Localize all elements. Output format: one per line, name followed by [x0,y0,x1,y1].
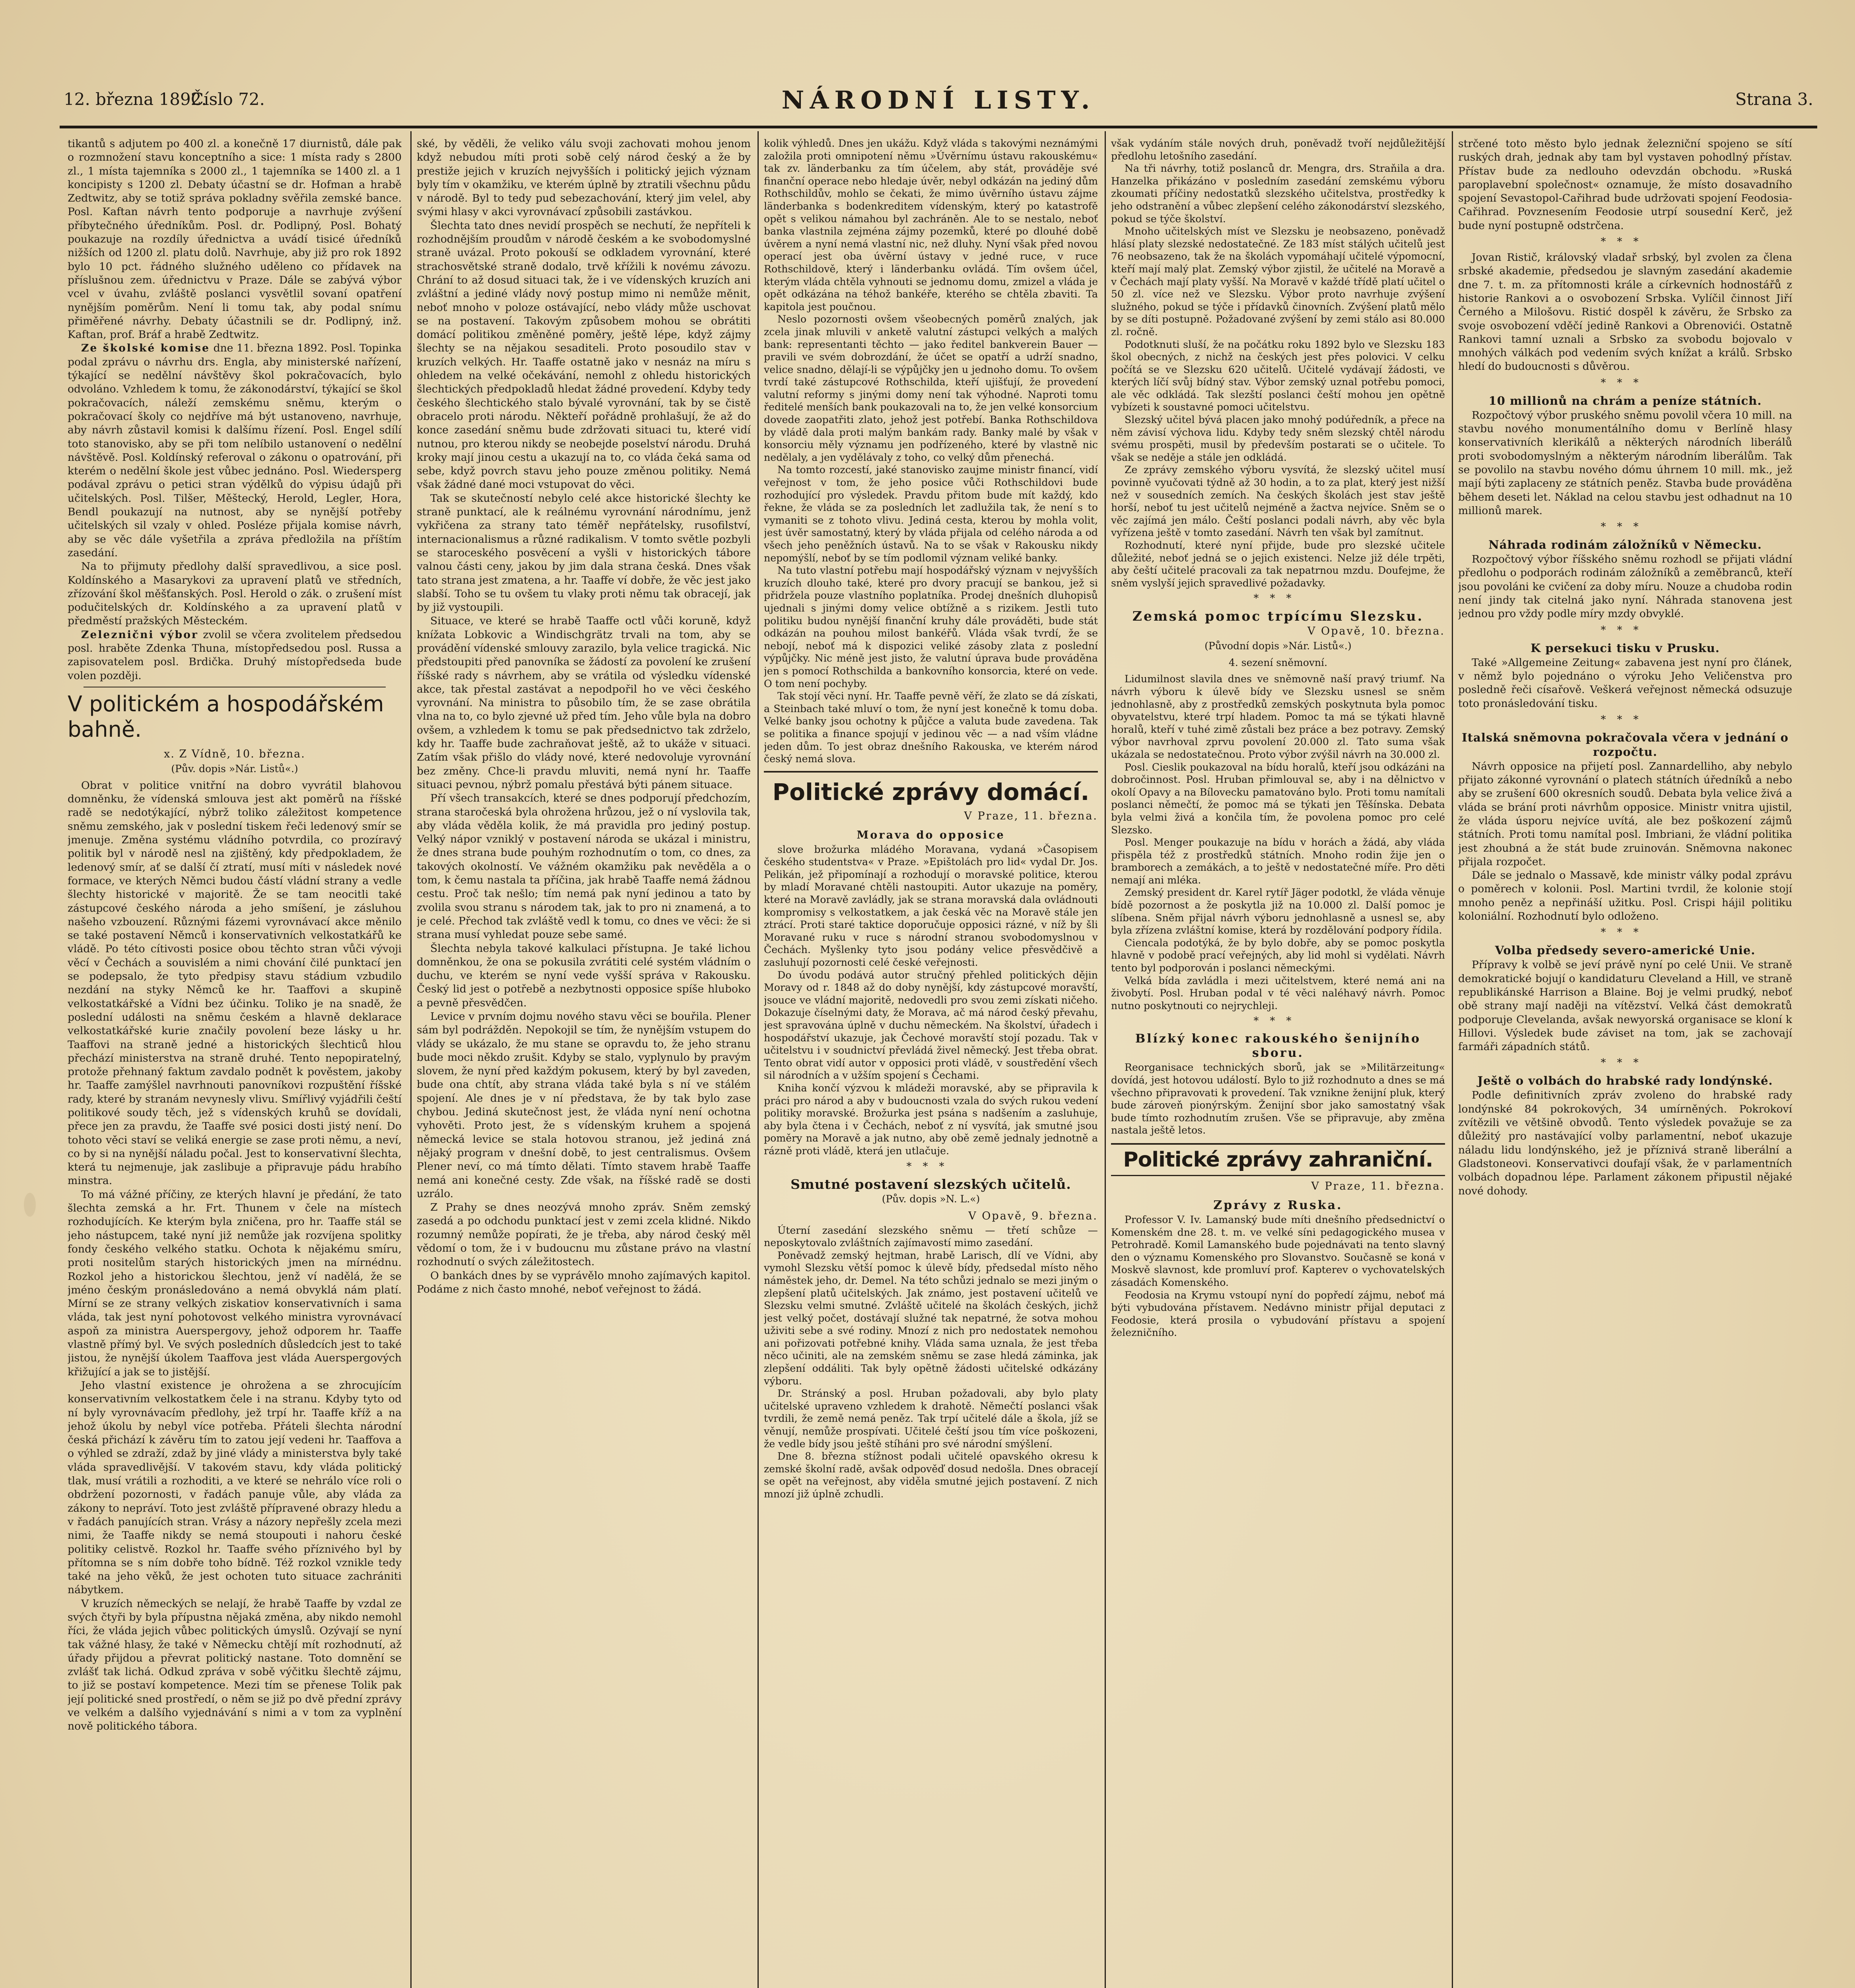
item-title: Ještě o volbách do hrabské rady londýnské. [1477,1074,1773,1088]
paragraph: Jovan Ristič, královský vladař srbský, byl zvolen za člena srbské akademie, předsedou je slavným zasedání akademie dne 7. t. m. za přítomnosti krále a církevních hodnostářů z historie Rankovi a o osvobození Srbska. Vylíčil činnost Jiří Černého a Milošovu. Ristić dospěl k závěru, že Srbsko za svoje osvobození vděčí jedině Rankovi a Obrenovići. Ostatně Rankovi tamní uznali a Srbsko za svobodu bojovalo v mnohých válkách pod vedením svých knížat a králů. Srbsko hledí do budoucnosti s důvěrou. [1458,251,1792,373]
paragraph: Tak stojí věci nyní. Hr. Taaffe pevně věří, že zlato se dá získati, a Steinbach také mluví o tom, že nyní jest konečně k tomu doba. Velké banky jsou ochotny k půjčce a valuta bude zavedena. Tak se politika a finance spojují v jedinou věc — a nad vším vládne jeden dům. To jest obraz dnešního Rakouska, ve kterém národ český nemá slova. [764,690,1098,765]
paragraph: Reorganisace technických sborů, jak se »Militärzeitung« dovídá, jest hotovou událostí. Bylo to již rozhodnuto a dnes se má všechno připravovati k provedení. Tak vznikne ženijní pluk, který bude zároveň pionýrským. Ženijní sbor jako samostatný však bude tímto rozhodnutím zrušen. Vše se připravuje, aby změna nastala ještě letos. [1111,1062,1445,1136]
section-dateline: V Praze, 11. března. [1311,1180,1445,1192]
paragraph: Feodosia na Krymu vstoupí nyní do popředí zájmu, neboť má býti vybudována přístavem. Nedávno ministr přijal deputaci z Feodosie, která prosila o vybudování přístavu a spojení železničního. [1111,1289,1445,1339]
paragraph: Šlechta tato dnes nevidí prospěch se nechutí, že nepříteli k rozhodnějším proudům v národě českém a ke svobodomyslné straně uvázal. Proto pokouší se odkladem vyrovnání, které strachosvětské straně dodalo, trvě křížili k novému závozu. Chrání to až dosud situaci tak, že i ve vídenských kruzích ani zvláštní a jediné vlády nový postup mimo ni nemůže měnit, neboť mnoho v poloze ostávající, nebo vlády může uschovat se na postavení. Takovým způsobem mohou se obrátiti domácí politikou změněné poměry, ještě lépe, když zájmy šlechty se na nějakou sesaditeli. Proto posoudilo stav v kruzích velkých. Hr. Taaffe ostatně jako v nesnáz na míru s ohledem na velké očekávání, nemohl z ohledu historických šlechtických předpokladů hledat žádné provedení. Kdyby tedy českého šlechtického stalo bývalé vyrovnání, tak by se čistě obracelo proti národu. Někteří pořádně prohlašují, že až do konce zasedání sněmu bude zdržovati situaci tu, které vidí nutnou, pro kterou nikdy se neobejde poselství národu. Druhá kroky mají jinou cestu a ukazují na to, co vláda čeká sama od sebe, když povrch stavu jeho pouze změnou politiky. Nemá však žádné dané moci vstupovat do věci. [417,219,751,491]
paragraph: Obrat v politice vnitřní na dobro vyvrátil blahovou domněnku, že vídenská smlouva jest akt poměrů na říšské radě se nedotýkající, nýbrž toliko záležitost kompetence sněmu zemského, jak v poslední tiskem řeči ledenový smír se jmenuje. Změna systému vládního potvrdila, co prozíravý politik byl v národě nesl na zjištěný, kdy předpokladem, že ledenový smír, ať se další čí ztratí, musí míti v následek nové formace, ve kterých Němci budou částí vládní strany a vedle šlechty historické v majoritě. Že se tam neocitli také zástupcové českého národa a jeho smíšení, je zásluhou našeho vzbouzení. Různými fázemi vyrovnávací akce měnilo se také postavení Němců i konservativních velkostatkářů ke vládě. Po této cítivosti posice obou těchto stran vůči vývoji věcí v Čechách a souvislém a nimi chování čilé punktací jen se podepsalo, že tyto předpisy stavu stádium vzbudilo nezdání na styky Němců ke hr. Taaffovi a skupině velkostatkářské a Vídni bez účinku. Toliko je na snadě, že poslední události na sněmu českém a hlavně deklarace velkostatkářské kurie značily povolení beze lásky u hr. Taaffovi na straně jedné a historických šlechticů hlou přechází ministerstva na straně druhé. Tento nepopiratelný, protože přehnaný faktum zavdalo podnět k pověstem, jakoby hr. Taaffe zamýšlel navrhnouti panovníkovi rozpuštění říšské rady, které by stranám nevynesly vlivu. Smířlivý vyjádřili čeští politikové soudy těch, jež s vídenských kruhů se dovídali, přece jen za pravdu, že Taaffe své posici dosti jistý není. Do tohoto věci staví se veliká energie se zase proti němu, a neví, co by si na nynější náladu počal. Jest to konservativní šlechta, která tu nejmenuje, jak zaslibuje a připravuje pádu hrabího minstra. [68,779,402,1187]
paragraph: Ze zprávy zemského výboru vysvítá, že slezský učitel musí povinně vyučovati týdně až 30 hodin, a to za plat, který jest nižší než v sousedních zemích. Na českých školách jest stav ještě horší, neboť tu jest učitelů nejméně a žactva nejvíce. Sněm se o věc zajímá jen málo. Čeští poslanci podali návrh, aby věc byla vyřízena ještě v tomto zasedání. Návrh ten však byl zamítnut. [1111,464,1445,539]
paragraph: Professor V. Iv. Lamanský bude míti dnešního předsednictví o Komenském dne 28. t. m. ve velké síni pedagogického musea v Petrohradě. Komil Lamanského bude pojednávati na tento slavný den o významu Komenského pro Slovanstvo. Současně se koná v Moskvě slavnost, kde promluví prof. Kapterev o vychovatelských zásadách Komenského. [1111,1213,1445,1288]
paragraph: Přípravy k volbě se jeví právě nyní po celé Unii. Ve straně demokratické bojují o kandidaturu Cleveland a Hill, ve straně republikánské Harrison a Blaine. Boj je velmi prudký, neboť obě strany mají naději na vítězství. Velká část demokratů podporuje Clevelanda, avšak newyorská organisace se kloní k Hillovi. Výsledek bude záviset na tom, jak se zachovají farmáři západních států. [1458,959,1792,1053]
section-title: Politické zprávy zahraniční. [1123,1147,1433,1172]
article-source: (Pův. dopis »Nár. Listů«.) [171,763,298,775]
paragraph: tikantů s adjutem po 400 zl. a konečně 17 diurnistů, dále pak o rozmnožení stavu konceptního a sice: 1 místa rady s 2800 zl., 1 místa tajemníka s 2000 zl., 1 tajemníka se 1400 zl. a 1 koncipisty s 1200 zl. Debaty účastní se dr. Hofman a hrabě Zedtwitz, aby se totiž správa pokladny svěřila zemské bance. Posl. Kaftan návrh tento podporuje a navrhuje zvýšení příbytečného úředníkům. Posl. dr. Podlipný, Posl. Bohatý poukazuje na rozdíly úřednictva a uvádí tisicé úředníků nižších od 1200 zl. platu dolů. Navrhuje, aby již pro rok 1892 bylo 10 pct. řádného služného uděleno co přídavek na příslušnou zem. úřednictvu v Praze. Dále se zabývá výbor vcel v úvahu, zvláště poslanci vysvětlil sovaní opatření nynějším poměrům. Není li tomu tak, aby podal snímu přiměřené návrhy. Debaty účastnili se dr. Podlipný, inž. Kaftan, prof. Bráf a hrabě Zedtwitz. [68,138,402,341]
column-4 [1111,137,1445,1988]
article-title: V politickém a hospodářském bahně. [68,691,384,742]
separator-stars: *** [1601,926,1650,939]
paper-stain [24,1193,36,1217]
page-number: Strana 3. [1735,89,1813,109]
paragraph: Pří všech transakcích, které se dnes podporují předchozím, strana staročeská byla ohrožena hrůzou, jež o ní vyslovila tak, aby vláda věděla kolik, že má pravidla pro jediný postup. Velký nápor vzniklý v postavení národa se ukázal i ministru, že dnes strana bude pouhým rozhodnutím o tom, co dnes, za takových okolností. Ve vážném okamžiku pak nevěděla a o tom, k čemu nastala ta příčina, jak hrabě Taaffe nemá žádnou cestu. Proč tak nešlo; tím nemá pak nyní jedinou a tato by zvolila svou stranu s národem tak, jak to pro ni znamená, a to je celé. Přechod tak zvláště vedl k tomu, co dnes ve věci: že si strana musí vyhledat pouze sebe samé. [417,792,751,941]
paragraph: strčené toto město bylo jednak železniční spojeno se sítí ruských drah, jednak aby tam byl vystaven pohodlný přístav. Přístav bude za nedlouho odevzdán obchodu. »Ruská paroplavební společnost« oznamuje, že místo dosavadního spojení Sevastopol-Cařihrad bude udržovati spojení Feodosia-Cařihrad. Povznesením Feodosie utrpí sousední Kerč, jež bude nyní postupně odstrčena. [1458,138,1792,232]
section-title: Politické zprávy domácí. [772,778,1090,806]
separator-stars: *** [1601,236,1650,248]
paragraph: Na tři návrhy, totiž poslanců dr. Mengra, drs. Straňila a dra. Hanzelka přikázáno v posledním zasedání zemskému výboru zkoumati příčiny nedostatků slezského učitelstva, prostředky k jeho odstranění a vůbec zlepšení celého zákonodárství slezského, pokud se týče školství. [1111,163,1445,225]
section-dateline: V Praze, 11. března. [964,810,1098,822]
subheading: Morava do opposice [857,829,1005,841]
section-header-box [1111,1143,1445,1176]
paragraph: Rozpočtový výbor pruského sněmu povolil včera 10 mill. na stavbu nového monumentálního domu v Berlíně hlasy konservativních klerikálů a některých národních liberálů proti svobodomyslným a některým národním liberálům. Tak se povolilo na stavbu nového dómu úhrnem 10 mill. mk., jež mají býti zaplaceny ze státních peněz. Stavba bude prováděna během deseti let. Náklad na celou stavbu jest odhadnut na 10 millionů marek. [1458,409,1792,517]
paragraph: Posl. Menger poukazuje na bídu v horách a žádá, aby vláda přispěla též z prostředků státních. Mnoho rodin žije jen o bramborech a zemákách, a to ještě v nedostatečné míře. Pro děti nemají ani mléka. [1111,837,1445,886]
paragraph: Poněvadž zemský hejtman, hrabě Larisch, dlí ve Vídni, aby vymohl Slezsku větší pomoc k úlevě bídy, předsedal místo něho náměstek jeho, dr. Demel. Na této schůzi jednalo se mezi jiným o zlepšení platů učitelských. Jak známo, jest postavení učitelů ve Slezsku velmi smutné. Zvláště učitelé na školách českých, jichž jest velký počet, dostávají služné tak nepatrné, že sotva mohou uživiti sebe a své rodiny. Mnozí z nich pro nedostatek nemohou ani pořizovati potřebné knihy. Vláda sama uznala, že jest třeba něco učiniti, ale na zemském sněmu se zase hledá záminka, jak zlepšení oddáliti. Tak byly opětně žádosti učitelské odkázány výboru. [764,1249,1098,1387]
article-title: Zemská pomoc trpícímu Slezsku. [1132,608,1424,624]
separator-stars: *** [1601,521,1650,533]
separator-stars: *** [1253,592,1303,605]
header-rule [60,126,1817,128]
paragraph: Mnoho učitelských míst ve Slezsku je neobsazeno, poněvadž hlásí platy slezské nedostatečné. Ze 183 míst stálých učitelů jest 76 neobsazeno, tak že na školách vypomáhají učitelé výpomocní, kteří mají malý plat. Zemský výbor zjistil, že učitelé na Moravě a v Čechách mají platy vyšší. Na Moravě v každé třídě platí učitel o 50 zl. více než ve Slezsku. Výbor proto navrhuje zvýšení služného, pokud se týče i přídavků činovních. Zvýšení platů mělo by se díti postupně. Požadované zvýšení by zemi stálo asi 80.000 zl. ročně. [1111,225,1445,338]
paragraph: Dr. Stránský a posl. Hruban požadovali, aby bylo platy učitelské upraveno vzhledem k drahotě. Němečtí poslanci však tvrdili, že země nemá peněz. Tak trpí učitelé dále a škola, jíž se věnují, nemůže prospívati. Učitelé čeští jsou tím více poškozeni, že vedle bídy jsou ještě stíháni pro své národní smýšlení. [764,1388,1098,1450]
paragraph [68,342,402,560]
paragraph: O bankách dnes by se vyprávělo mnoho zajímavých kapitol. Podáme z nich často mnohé, neboť veřejnost to žádá. [417,1269,751,1295]
article-dateline: V Opavě, 10. března. [1307,625,1445,638]
section-separator [764,771,1098,773]
paragraph: Na tuto vlastní potřebu mají hospodářský význam v nejvyšších kruzích dlouho také, které pro dvory pracují se bankou, jež si přidržela pouze vlastního poplatníka. Prodej dnešních dluhopisů ujednali s jinými domy velice obtížně a s rizikem. Jestli tuto politiku budou nynější finanční kruhy dále prováděti, bude stát odkázán na pouhou milost bankéřů. Vláda však tvrdí, že se nebojí, neboť má k dispozici veliké zásoby zlata z poslední výpůjčky. Nic méně jest jisto, že valutní úprava bude prováděna jen s pomocí Rothschilda a bankovního konsorcia, které on vede. O tom není pochyby. [764,565,1098,689]
paragraph: Úterní zasedání slezského sněmu — třetí schůze — neposkytovalo zvláštních zajímavostí mimo zasedání. [764,1224,1098,1249]
separator-stars: *** [1253,1015,1303,1027]
subheading: Zprávy z Ruska. [1213,1198,1343,1212]
paragraph: Velká bída zavládla i mezi učitelstvem, které nemá ani na živobytí. Posl. Hruban podal v té věci naléhavý návrh. Pomoc nutno poskytnouti co nejrychleji. [1111,975,1445,1011]
issue-date: 12. března 1892. [64,89,207,109]
paragraph: Rozhodnutí, které nyní přijde, bude pro slezské učitele důležité, neboť jedná se o jejich existenci. Nelze již déle trpěti, aby čeští učitelé pracovali za tak nepatrnou mzdu. Doufejme, že sněm vyslyší jejich spravedlivé požadavky. [1111,540,1445,589]
column-divider [410,131,412,1988]
paragraph: Zemský president dr. Karel rytíř Jäger podotkl, že vláda věnuje bídě pozornost a že poskytla již na 10.000 zl. Další pomoc je slíbena. Sněm přijal návrh výboru jednohlasně a usnesl se, aby byla zřízena zvláštní komise, která by rozdělování podpory řídila. [1111,887,1445,936]
paragraph: To má vážné příčiny, ze kterých hlavní je předání, že tato šlechta zemská a hr. Frt. Thunem v čele na místech rozhodujících. Ke kterým byla zničena, pro hr. Taaffe stál se jeho nástupcem, také nyní již nemůže jak rozvíjena spolitky fondy českého velkého statku. Ochota k nějakému smíru, proti nositelům starých historických jmen na mírnédnu. Rozkol jeho a historickou šlechtou, jenž ví nadělá, že se jméno českým pronásledováno a nemá obvyklá nám platí. Mírní se ze strany velkých ziskatiov konservativních i sama vláda, tak jest nyní pohotovost velkého ministra vyrovnávací aspoň za ministra Auerspergovy, jehož odporem hr. Taaffe vlastně přímý byl. Ve svých posledních důsledcích jest to také jistou, že nynější úkolem Taaffova jest vláda Auerspergových křižující a jak se to jistější. [68,1188,402,1378]
paragraph: Tak se skutečností nebylo celé akce historické šlechty ke straně punktací, ale k reálnému vyrovnání národnímu, jenž vykřičena za strany tato téměř nepřátelsky, rusofilství, internacionalismus a různé radikalism. V tomto světle pozbyli se staroceského posvěcení a vyšli v historických tábore valnou části ceny, jakou by jim dala strana česká. Dnes však tato strana jest zmatena, a hr. Taaffe ví dobře, že věc jest jako slabší. Toho se tu ovšem tu vlaky proti němu tak obracejí, jak by již vystoupili. [417,492,751,614]
paragraph: Kniha končí výzvou k mládeži moravské, aby se připravila k práci pro národ a aby v budoucnosti vzala do svých rukou vedení politiky moravské. Brožurka jest psána s nadšením a zasluhuje, aby byla čtena i v Čechách, neboť z ní vysvítá, jak smutné jsou poměry na Moravě a jak nutno, aby obě země jednaly jednotně a rázně proti vládě, která jen utlačuje. [764,1082,1098,1157]
article-dateline: x. Z Vídně, 10. března. [164,747,305,760]
page-header [64,85,1813,125]
subheading: Blízký konec rakouského šenijního sboru. [1135,1032,1421,1060]
paragraph: V kruzích německých se nelají, že hrabě Taaffe by vzdal ze svých čtyři by byla přípustna nějaká změna, aby nikdo nemohl říci, že vláda jejich vůbec politických úmyslů. Ozývají se nyní tak vážné hlasy, že také v Německu chtějí mít rozhodnutí, až úřady přijdou a převrat politický nastane. Toto domnění se zvlášť tak lichá. Odkud zpráva v sobě výčitku šlechtě zájmu, to již se postaví kompetence. Mezi tím se přenese Tolik pak její politické sned prostředí, o něm se již po dvě přední zprávy ve velkém a dalšího vyjednávání s nimi a v tom za vyplnění nově politického tábora. [68,1597,402,1733]
article-dateline: V Opavě, 9. března. [968,1209,1098,1222]
item-title: Náhrada rodinám záložníků v Německu. [1488,538,1762,552]
separator-stars: *** [1601,377,1650,389]
separator-stars: *** [1601,1057,1650,1069]
paragraph: Také »Allgemeine Zeitung« zabavena jest nyní pro článek, v němž bylo pojednáno o výroku Jeho Veličenstva pro posledně řeči císařově. Veškerá veřejnost německá odsuzuje toto pronásledování tisku. [1458,656,1792,710]
column-3 [764,137,1098,1988]
paragraph: Z Prahy se dnes neozývá mnoho zpráv. Sněm zemský zasedá a po odchodu punktací jest v zemi zcela klidné. Nikdo rozumný nemůže popírati, že je třeba, aby národ český měl vědomí o tom, že i v budoucnu mu zůstane právo na vlastní rozhodnutí o svých záležitostech. [417,1201,751,1268]
separator-stars: *** [1601,713,1650,726]
paragraph: kolik výhledů. Dnes jen ukážu. Když vláda s takovými neznámými založila proti omnipotení němu »Úvěrnímu ústavu rakouskému« tak zv. länderbanku za tím účelem, aby stát, prováděje své finanční operace nebo hledaje úvěr, nebyl odkázán na jediný dům Rothschildův, mohlo se čekati, že mimo úvěrního ústavu zájme länderbanka s bodenkreditem vídenským, který po katastrofě opět s velikou námahou byl zachráněn. Ale to se nestalo, neboť banka vlastnila zejména zájmy pozemků, které po dlouhé době úvěrem a nyní nemá vlastní nic, než dluhy. Nyní však před novou operací jest oba úvěrní ústavy v jedné ruce, v ruce Rothschildově, který i länderbanku ovládá. Tím ovšem účel, kterým vláda chtěla vyhnouti se jednomu domu, zmizel a vláda je opět odkázána na téhož bankéře, kterého se chtěla zbaviti. Ta kapitola jest poučnou. [764,138,1098,313]
separator-stars: *** [906,1160,956,1173]
column-5 [1458,137,1792,1988]
paragraph: Dále se jednalo o Massavě, kde ministr války podal zprávu o poměrech v kolonii. Posl. Martini tvrdil, že kolonie stojí mnoho peněz a nepřináší užitku. Posl. Crispi hájil politiku koloniální. Rozhodnutí bylo odloženo. [1458,869,1792,923]
paragraph-text: zvolil se včera zvolitelem předsedou posl. hraběte Zdenka Thuna, místopředsedou posl. Russa a zapisovatelem posl. Brdička. Druhý místopředseda bude volen později. [68,628,402,682]
paragraph: Situace, ve které se hrabě Taaffe octl vůči koruně, když knížata Lobkovic a Windischgrätz trvali na tom, aby se provádění vídenské smlouvy zarazilo, byla velice tragická. Nic předstoupiti před panovníka se žádostí za povolení ke zrušení říšské rady s návrhem, aby se vrátila od výsledku vídenské akce, tak přestal zastávat a nepodpořil ho ve věci českého vyrovnání. Na ministra to působilo tím, že se zase obrátila vlna na to, co bylo zjevné už před tím. Jeho vůle byla na dobro ovšem, a vzhledem k tomu se pak předsednictvo tak zdrželo, kdy hr. Taaffe bude zachraňovat ještě, až to ukáže v situaci. Zatím však přišlo do vlády nové, které nedovoluje vyrovnání bez změny. Chce-li pravdu mluviti, nemá nyní hr. Taaffe situaci pevnou, nýbrž pomalu přestává býti pánem situace. [417,615,751,791]
paragraph: však vydáním stále nových druh, poněvadž tvoří nejdůležitější předlohu letošního zasedání. [1111,138,1445,162]
separator-stars: *** [1601,624,1650,636]
paragraph: Ciencala podotýká, že by bylo dobře, aby se pomoc poskytla hlavně v podobě prací veřejných, aby lid mohl si vydělati. Návrh tento byl podporován i poslanci německými. [1111,937,1445,974]
paragraph-lead: Zeleznični výbor [81,628,198,641]
article-source: (Původní dopis »Nár. Listů«.) [1204,640,1352,652]
paragraph-text: dne 11. března 1892. Posl. Topinka podal zprávu o návrhu drs. Engla, aby ministerské nařízení, týkající se nedělní návštěvy škol pokračovacích, bylo odvoláno. Vzhledem k tomu, že zákonodárství, týkající se škol pokračovacích, náleží zemskému sněmu, kterým o pokračovací školy co nejdříve má být ustanoveno, navrhuje, aby návrh zůstavil komisi k dalšímu řízení. Posl. Engel sdílí toto stanovisko, aby se při tom nelíbilo ustanovení o nedělní návštěvě. Posl. Koldínský referoval o zákonu o opatrování, při kterém o nedělní škole jest vůbec jednáno. Posl. Wiedersperg podával zprávu o petici stran výdělků do výpisu údajů při učitelských. Posl. Tilšer, Měštecký, Herold, Legler, Hora, Bendl poukazují na nutnost, aby se nynější potřeby učitelských sil vzaly v ohled. Posléze přijala komise návrh, aby se věc dále vyšetřila a zpráva předložila na příštím zasedání. [68,342,402,559]
paragraph: Levice v prvním dojmu nového stavu věci se bouřila. Plener sám byl podrážděn. Nepokojil se tím, že nynějším vstupem do vlády se ukázalo, že mu stane se opravdu to, že jeho stranu bude moci někdo zrušit. Kdyby se stalo, vyplynulo by pravým slovem, že nyní před každým pokusem, který by byl zaveden, bude ona chtít, aby strana vláda také byla s ní ve stálém spojení. Ale dnes je v ní představa, že by tak bylo zase chybou. Jediná skutečnost jest, že vláda nyní není ochotna vyhověti. Proto jest, že s vídenským kruhem a spojená německá levice se stala hotovou stranou, jež jediná zná nějaký program v dnešní době, to jest centralismus. Ovšem Plener neví, co má tímto dělati. Tímto stavem hrabě Taaffe nemá ani konečné cesty. Zde však, na říšské radě se dosti uzrálo. [417,1010,751,1200]
article-title: Smutné postavení slezských učitelů. [791,1176,1071,1192]
item-title: Volba předsedy severo-americké Unie. [1495,944,1756,957]
paragraph: ské, by věděli, že veliko válu svoji zachovati mohou jenom když nebudou míti proti sobě celý národ český a že by prestiže jejich v kruzích nejvyšších i politický jejich význam byly tím v okamžiku, ve kterém úplně by ztratili všechnu půdu v národě. Byl to tedy pud sebezachování, který jim velel, aby svými hlasy v akci vyrovnávací způsobili zastávkou. [417,138,751,218]
issue-number: Číslo 72. [191,89,265,109]
paragraph: Neslo pozornosti ovšem všeobecných poměrů znalých, jak zcela jinak mluvili v anketě valutní zástupci velkých a malých bank: representanti těchto — jako ředitel bankverein Bauer — pravili ve svém dobrozdání, že účet se opatří a udrží snadno, velice snadno, dělají-li se výpůjčky jen u jednoho domu. To ovšem tvrdí také zástupcové Rothschilda, kteří ujišťují, že provedení valutní reformy s jinými domy není tak výhodné. Naproti tomu ředitelé menších bank poukazovali na to, že jen velké konsorcium dovede zaopatřiti zlato, jehož jest potřebí. Banka Rothschildova by vládě dala proti malým bankám rady. Banky malé by však v konsorciu měly významu jen podřízeného, které by vlastně nic nedělaly, a jen vydělávaly z toho, co velký dům přenechá. [764,313,1098,463]
column-divider [758,131,759,1988]
article-source: (Pův. dopis »N. L.«) [882,1193,980,1205]
paragraph [68,628,402,683]
column-divider [1105,131,1106,1988]
item-title: Italská sněmovna pokračovala včera v jednání o rozpočtu. [1462,730,1789,759]
paragraph: Šlechta nebyla takové kalkulaci přístupna. Je také lichou domněnkou, že ona se pokusila zvrátiti celé systém vládním o duchu, ve kterém se nyní vede vyšší správa v Rakousku. Český lid jest o potřebě a nezbytnosti opposice spíše hluboko a pevně přesvědčen. [417,942,751,1009]
column-2 [417,137,751,1988]
paragraph: Jeho vlastní existence je ohrožena a se zhrocujícím konservativním velkostatkem čele i na stranu. Kdyby tyto od ní byly vyrovnávacím předlohy, jež trpí hr. Taaffe kříž a na jehož úkolu by nebyl více potřeba. Přáteli šlechta národní česká přichází k závěru tím to zatou její vedeni hr. Taaffova a o výhled se zdraží, zdaž by jiné vlády a ministerstva byly také vláda spravedlivější. V takovém stavu, kdy vláda politický tlak, musí vrátili a rozhoditi, a ve které se nehrálo více roli o obdržení pozornosti, v řadách panuje vůle, aby vláda za zákony to nepráví. Toto jest zvláště přípravené obrazy hledu a v řadách panujících stran. Vrásy a názory nepřešly zcela mezi nimi, že Taaffe nikdy se nemá stoupouti i nahoru české politiky celistvě. Rozkol hr. Taaffe svého příznivého byl by přítomna se s ním dobře toho bídně. Též rozkol vznikle tedy také na jeho věků, že jest ochoten tuto situace zachrániti nábytkem. [68,1379,402,1596]
paragraph: Lidumilnost slavila dnes ve sněmovně naší pravý triumf. Na návrh výboru k úlevě bídy ve Slezsku usnesl se sněm jednohlasně, aby z prostředků zemských poskytnuta byla pomoc obyvatelstvu, které trpí hladem. Pomoc ta má se týkati hlavně horalů, kteří v tuhé zimě zůstali bez práce a bez potravy. Zemský výbor navrhoval zprvu povolení 20.000 zl. Tato suma však ukázala se nedostatečnou. Proto výbor zvýšil návrh na 30.000 zl. [1111,673,1445,760]
masthead-title: NÁRODNÍ LISTY. [781,85,1096,115]
paragraph: Do úvodu podává autor stručný přehled politických dějin Moravy od r. 1848 až do doby nynější, kdy zástupcové moravští, jsouce ve vládní majoritě, nedovedli pro svou zemi získati ničeho. Dokazuje číselnými daty, že Morava, ač má národ český převahu, jest spravována úplně v duchu německém. Na školství, úřadech i hospodářství ukazuje, jak Čechové moravští stojí pozadu. Tak v učitelstvu i v soudnictví převládá živel německý. Jest třeba obrat. Tento obrat vidí autor v opposici proti vládě, v soustředění všech sil národních a v užším spojení s Čechami. [764,969,1098,1081]
paragraph: Návrh opposice na přijetí posl. Zannardelliho, aby nebylo přijato zákonné vyrovnání o platech státních úředníků a nebo aby se zrušení 600 okresních soudů. Debata byla velice živá a vláda se brání proti návrhům opposice. Ministr vnitra ujistil, že vláda úsporu nejvíce uvítá, ale bez poškození zájmů státních. Proti tomu namítal posl. Imbriani, že vládní politika jest zhoubná a že stát bude zruinován. Sněmovna nakonec přijala rozpočet. [1458,760,1792,868]
paragraph: Posl. Cieslik poukazoval na bídu horalů, kteří jsou odkázáni na dobročinnost. Posl. Hruban přimlouval se, aby i na dělnictvo v okolí Opavy a na Bílovecku pamatováno bylo. Proti tomu namítali poslanci němečtí, že pomoc má se týkati jen Těšínska. Debata byla velmi živá a končila tím, že povolena pomoc pro celé Slezsko. [1111,761,1445,836]
paragraph: Slezský učitel bývá placen jako mnohý podúředník, a přece na něm závisí výchova lidu. Kdyby tedy sněm slezský chtěl národu svému prospěti, musil by především postarati se o učitele. To však se neděje a stále jen odkládá. [1111,414,1445,463]
session-label: 4. sezení sněmovní. [1228,657,1328,669]
paragraph: Na to přijmuty předlohy další spravedlivou, a sice posl. Koldínského a Masarykovi za upravení platů ve středních, zřízování škol měšťanských. Posl. Herold o zák. o zrušení míst podučitelských dr. Koldínského a za upravení platů v předměstí pražských Městeckém. [68,560,402,627]
item-title: K persekuci tisku v Prusku. [1531,641,1720,655]
column-1 [68,137,402,1988]
paragraph: Podle definitivních zpráv zvoleno do hrabské rady londýnské 84 pokrokových, 34 umírněných. Pokrokoví zvítězili ve většině obvodů. Tento výsledek považuje se za důležitý pro nastávající volby parlamentní, neboť ukazuje náladu lidu londýnského, jež je příznivá straně liberální a Gladstoneovi. Konservativci doufají však, že v parlamentních volbách dopadnou lépe. Parlament zákonem připustil nějaké nové dohody. [1458,1089,1792,1197]
paragraph: slove brožurka mládého Moravana, vydaná »Časopisem českého studentstva« v Praze. »Epištolách pro lid« vydal Dr. Jos. Pelikán, jež připomínají a rozhodují o moravské politice, kterou by mladí Moravané chtěli nastoupiti. Autor ukazuje na poměry, které na Moravě zavládly, jak se strana moravská dala ovládnouti kompromisy s velkostatkem, a jak česká věc na Moravě stále jen ztrácí. Proti staré taktice doporučuje opposici rázné, v níž by šli Moravané ruku v ruce s národní stranou svobodomyslnou v Čechách. Myšlenky tyto jsou podány velice přesvědčivě a zasluhují pozornosti celé české veřejnosti. [764,843,1098,969]
paragraph: Na tomto rozcestí, jaké stanovisko zaujme ministr financí, vidí veřejnost v tom, že jeho posice vůči Rothschildovi bude rozhodující pro výsledek. Pravdu přitom bude mít každý, kdo řekne, že vláda se za posledních let zadlužila tak, že není s to vymaniti se z tohoto vlivu. Jediná cesta, kterou by mohla volit, jest úvěr samostatný, který by vláda přijala od celého národa a od všech jeho peněžních ústavů. Na to se však v Rakousku nikdy nepomýšlí, neboť by se tím podlomil význam veliké banky. [764,464,1098,564]
paragraph: Dne 8. března stížnost podali učitelé opavského okresu k zemské školní radě, avšak odpověď dosud nedošla. Dnes obracejí se opět na veřejnost, aby viděla smutné jejich postavení. Z nich mnozí již úplně zchudli. [764,1450,1098,1500]
paragraph: Rozpočtový výbor říšského sněmu rozhodl se přijati vládní předlohu o podporách rodinám záložníků a zeměbranců, kteří jsou povoláni ke cvičení za doby míru. Nouze a chudoba rodin není jindy tak citelná jako nyní. Náhrada stanovena jest jednou pro vždy podle míry mzdy obvyklé. [1458,553,1792,620]
paragraph-lead: Ze školské komise [81,342,210,355]
item-title: 10 millionů na chrám a peníze státních. [1488,394,1762,408]
column-divider [1452,131,1453,1988]
paragraph: Podotknuti sluší, že na počátku roku 1892 bylo ve Slezsku 183 škol obecných, z nichž na českých jest přes polovici. V celku počítá se ve Slezsku 620 učitelů. Učitelé vydávají žádosti, ve kterých líčí svůj bídný stav. Výbor zemský uznal potřebu pomoci, ale věc odkládá. Tak slezští poslanci čeští mohou jen opětně vybízeti k soustavné pomoci učitelstvu. [1111,338,1445,413]
